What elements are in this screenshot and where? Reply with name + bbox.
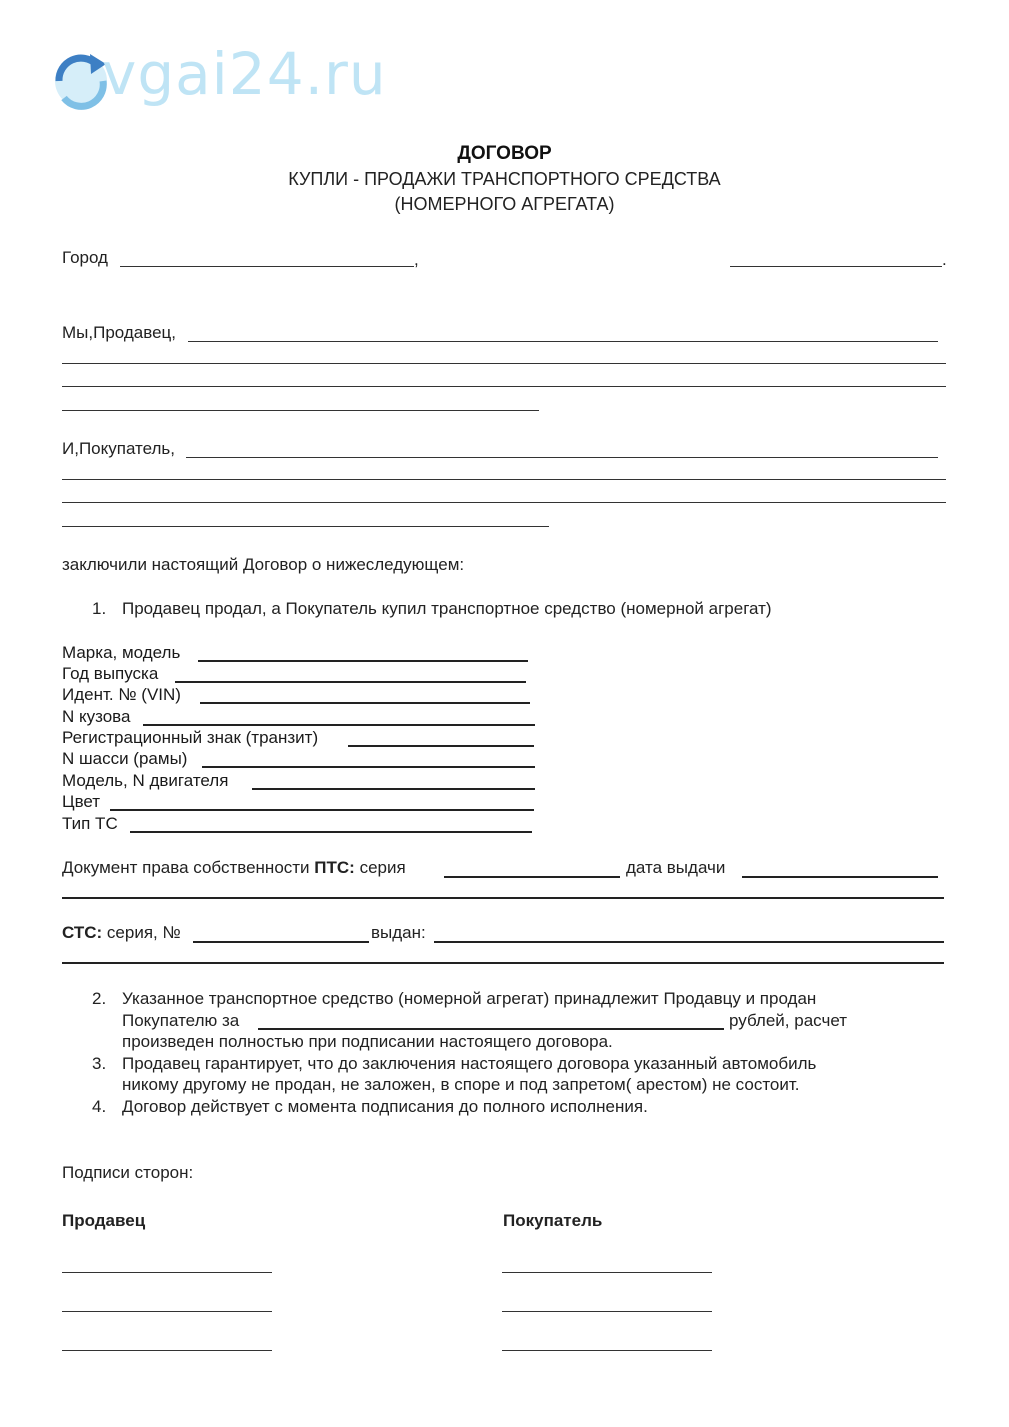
field-label: Идент. № (VIN)	[62, 685, 181, 704]
seller-line	[62, 386, 946, 387]
field-line	[200, 702, 530, 704]
seller-line	[188, 341, 938, 342]
field-line	[110, 809, 534, 811]
pts-series-label: серия	[359, 858, 406, 877]
city-line	[120, 266, 414, 267]
buyer-line	[62, 502, 946, 503]
field-label: Регистрационный знак (транзит)	[62, 728, 319, 747]
buyer-signature-line	[502, 1272, 712, 1273]
clause-text: Продавец продал, а Покупатель купил транспортное средство (номерной агрегат)	[122, 599, 772, 618]
buyer-line	[62, 526, 549, 527]
issue-date-label: дата выдачи	[626, 858, 726, 877]
issue-date-line	[742, 876, 938, 878]
field-line	[198, 660, 528, 662]
field-label: Марка, модель	[62, 643, 181, 662]
sts-series-label: серия, №	[106, 923, 181, 942]
price-line	[258, 1028, 724, 1030]
doc-title: ДОГОВОР	[457, 143, 552, 164]
buyer-line	[62, 479, 946, 480]
field-line	[252, 788, 535, 790]
ownership-line	[62, 897, 944, 899]
buyer-signature-label: Покупатель	[503, 1211, 603, 1230]
buyer-line	[186, 457, 938, 458]
clause-text: Покупателю за	[122, 1011, 240, 1030]
clause-text: Продавец гарантирует, что до заключения настоящего договора указанный автомобиль	[122, 1054, 817, 1073]
field-label: N шасси (рамы)	[62, 749, 188, 768]
ownership-label: Документ права собственности	[62, 858, 310, 877]
watermark-text: vgai24.ru	[102, 40, 387, 108]
buyer-signature-line	[502, 1311, 712, 1312]
clause-text: Указанное транспортное средство (номерной агрегат) принадлежит Продавцу и продан	[122, 989, 817, 1008]
intro-text: заключили настоящий Договор о нижеследующем:	[62, 555, 465, 574]
buyer-label: И,Покупатель,	[62, 439, 176, 458]
signatures-heading: Подписи сторон:	[62, 1163, 194, 1182]
seller-line	[62, 363, 946, 364]
city-label: Город	[62, 248, 108, 267]
field-line	[202, 766, 535, 768]
sts-issued-line	[434, 941, 944, 943]
seller-signature-line	[62, 1350, 272, 1351]
field-line	[130, 831, 532, 833]
field-label: Модель, N двигателя	[62, 771, 229, 790]
field-label: N кузова	[62, 707, 131, 726]
clause-number: 3.	[92, 1054, 107, 1073]
sts-issued-label: выдан:	[371, 923, 426, 942]
date-dot: .	[942, 250, 947, 269]
ownership-row	[62, 858, 406, 878]
seller-signature-label: Продавец	[62, 1211, 146, 1230]
seller-signature-line	[62, 1311, 272, 1312]
date-line	[730, 266, 942, 267]
city-comma: ,	[414, 250, 419, 269]
seller-line	[62, 410, 539, 411]
field-line	[143, 724, 535, 726]
clause-text: рублей, расчет	[729, 1011, 847, 1030]
clause-number: 1.	[92, 599, 107, 618]
clause-number: 2.	[92, 989, 107, 1008]
field-label: Цвет	[62, 792, 101, 811]
sts-row	[62, 923, 181, 943]
field-label: Год выпуска	[62, 664, 159, 683]
clause-text: Договор действует с момента подписания до полного исполнения.	[122, 1097, 648, 1116]
field-line	[348, 745, 534, 747]
clause-text: произведен полностью при подписании настоящего договора.	[122, 1032, 613, 1051]
seller-signature-line	[62, 1272, 272, 1273]
buyer-signature-line	[502, 1350, 712, 1351]
pts-series-line	[444, 876, 620, 878]
sts-label: СТС:	[62, 923, 103, 942]
pts-label: ПТС:	[314, 858, 355, 877]
field-label: Тип ТС	[62, 814, 118, 833]
doc-subtitle: КУПЛИ - ПРОДАЖИ ТРАНСПОРТНОГО СРЕДСТВА	[288, 169, 721, 189]
seller-label: Мы,Продавец,	[62, 323, 176, 342]
sts-series-line	[193, 941, 369, 943]
doc-subtitle-2: (НОМЕРНОГО АГРЕГАТА)	[394, 194, 615, 214]
field-line	[175, 681, 526, 683]
sts-line	[62, 962, 944, 964]
clause-text: никому другому не продан, не заложен, в споре и под запретом( арестом) не состоит.	[122, 1075, 800, 1094]
clause-number: 4.	[92, 1097, 107, 1116]
